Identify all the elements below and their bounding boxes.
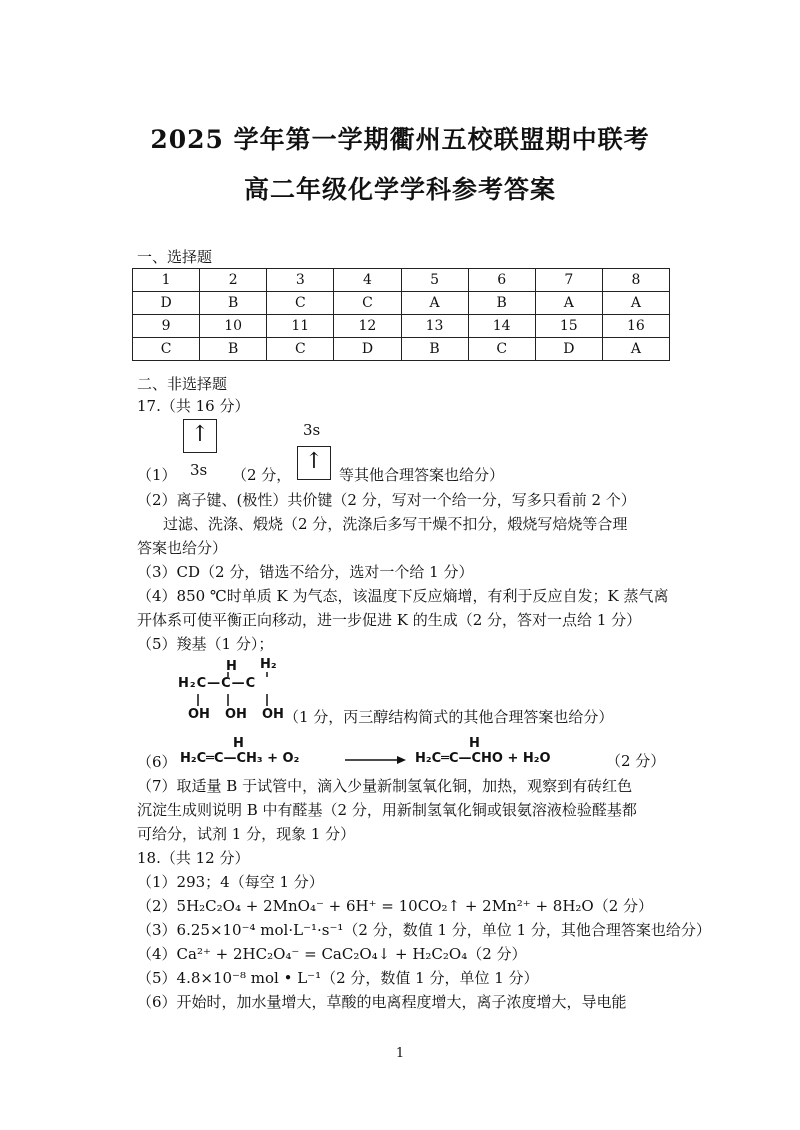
q17-p6-score: （2 分） [606,752,666,770]
answer-cell: C [468,338,535,361]
q17-title: 17.（共 16 分） [137,397,250,415]
question-number-cell: 3 [267,269,334,292]
answer-cell: B [200,338,267,361]
reactant-h: H [233,736,244,751]
section1-heading: 一、选择题 [137,248,213,266]
answer-cell: C [267,338,334,361]
answer-cell: C [267,292,334,315]
q17-p7-line1: （7）取适量 B 于试管中，滴入少量新制氢氧化铜，加热，观察到有砖红色 [137,777,633,795]
struct-bonds [170,672,290,712]
answer-cell: A [602,338,669,361]
q18-p5: （5）4.8×10⁻⁸ mol • L⁻¹（2 分，数值 1 分，单位 1 分） [137,969,539,987]
q17-p6-label: （6） [137,753,177,771]
q17-p1-label: （1） [137,466,177,484]
q17-p2-line1: （2）离子键、(极性）共价键（2 分，写对一个给一分，写多只看前 2 个） [137,491,636,509]
orbital-box-right: ↑ [297,446,331,480]
struct-chain: H₂C—C—C [178,676,257,691]
question-number-cell: 4 [334,269,401,292]
q17-p1-mid: （2 分， [232,466,292,484]
q17-p3: （3）CD（2 分，错选不给分，选对一个给 1 分） [137,563,474,581]
q17-p5: （5）羧基（1 分）； [137,635,274,653]
reaction-product: H₂C═C—CHO + H₂O [415,751,551,766]
answer-cell: C [334,292,401,315]
reaction-reactant: H₂C═C—CH₃ + O₂ [180,751,300,766]
orbital-box-left: ↑ [183,419,217,453]
q17-p7-line3: 可给分，试剂 1 分，现象 1 分） [137,825,356,843]
struct-oh-row: OH OH OH [188,707,284,722]
page-subtitle: 高二年级化学学科参考答案 [243,175,556,204]
reaction-arrow-icon [345,752,407,768]
question-number-cell: 5 [401,269,468,292]
section2-heading: 二、非选择题 [137,375,228,393]
answer-cell: A [602,292,669,315]
question-number-cell: 6 [468,269,535,292]
question-number-cell: 15 [535,315,602,338]
answer-row [133,338,670,361]
question-number-row [133,269,670,292]
orbital-label-left: 3s [190,461,208,479]
question-number-row [133,315,670,338]
answer-cell: B [200,292,267,315]
page-title: 2025 学年第一学期衢州五校联盟期中联考 [150,125,650,154]
question-number-cell: 13 [401,315,468,338]
answer-cell: D [334,338,401,361]
answer-cell: C [133,338,200,361]
question-number-cell: 8 [602,269,669,292]
q18-p1: （1）293；4（每空 1 分） [137,873,324,891]
question-number-cell: 12 [334,315,401,338]
q17-p7-line2: 沉淀生成则说明 B 中有醛基（2 分，用新制氢氧化铜或银氨溶液检验醛基都 [137,801,637,819]
answer-row [133,292,670,315]
q18-p3: （3）6.25×10⁻⁴ mol·L⁻¹·s⁻¹（2 分，数值 1 分，单位 1 分，其他合理答案也给分） [137,921,711,939]
q17-p4-line2: 开体系可使平衡正向移动，进一步促进 K 的生成（2 分，答对一点给 1 分） [137,611,642,629]
question-number-cell: 9 [133,315,200,338]
question-number-cell: 10 [200,315,267,338]
question-number-cell: 2 [200,269,267,292]
question-number-cell: 11 [267,315,334,338]
struct-h-top-1: H [226,659,237,674]
question-number-cell: 1 [133,269,200,292]
page-number: 1 [395,1046,405,1061]
q18-title: 18.（共 12 分） [137,849,250,867]
q17-p1-end: 等其他合理答案也给分） [339,466,505,484]
q18-p6: （6）开始时，加水量增大，草酸的电离程度增大，离子浓度增大，导电能 [137,993,627,1011]
question-number-cell: 14 [468,315,535,338]
orbital-label-right: 3s [303,421,321,439]
product-h: H [469,736,480,751]
struct-h-top-2: H₂ [260,657,277,672]
question-number-cell: 7 [535,269,602,292]
answer-cell: D [133,292,200,315]
multiple-choice-answer-table [132,268,670,361]
answer-cell: B [401,338,468,361]
struct-note: （1 分，丙三醇结构简式的其他合理答案也给分） [284,708,614,726]
question-number-cell: 16 [602,315,669,338]
q17-p4-line1: （4）850 ℃时单质 K 为气态，该温度下反应熵增，有利于反应自发；K 蒸气离 [137,587,669,605]
answer-cell: A [535,292,602,315]
q17-p2-line2: 过滤、洗涤、煅烧（2 分，洗涤后多写干燥不扣分，煅烧写焙烧等合理 [163,515,628,533]
answer-cell: D [535,338,602,361]
q17-p2-line3: 答案也给分） [137,539,228,557]
answer-cell: A [401,292,468,315]
q18-p2: （2）5H₂C₂O₄ + 2MnO₄⁻ + 6H⁺ = 10CO₂↑ + 2Mn²⁺ + 8H₂O（2 分） [137,897,654,915]
answer-cell: B [468,292,535,315]
q18-p4: （4）Ca²⁺ + 2HC₂O₄⁻ = CaC₂O₄↓ + H₂C₂O₄（2 分） [137,945,527,963]
